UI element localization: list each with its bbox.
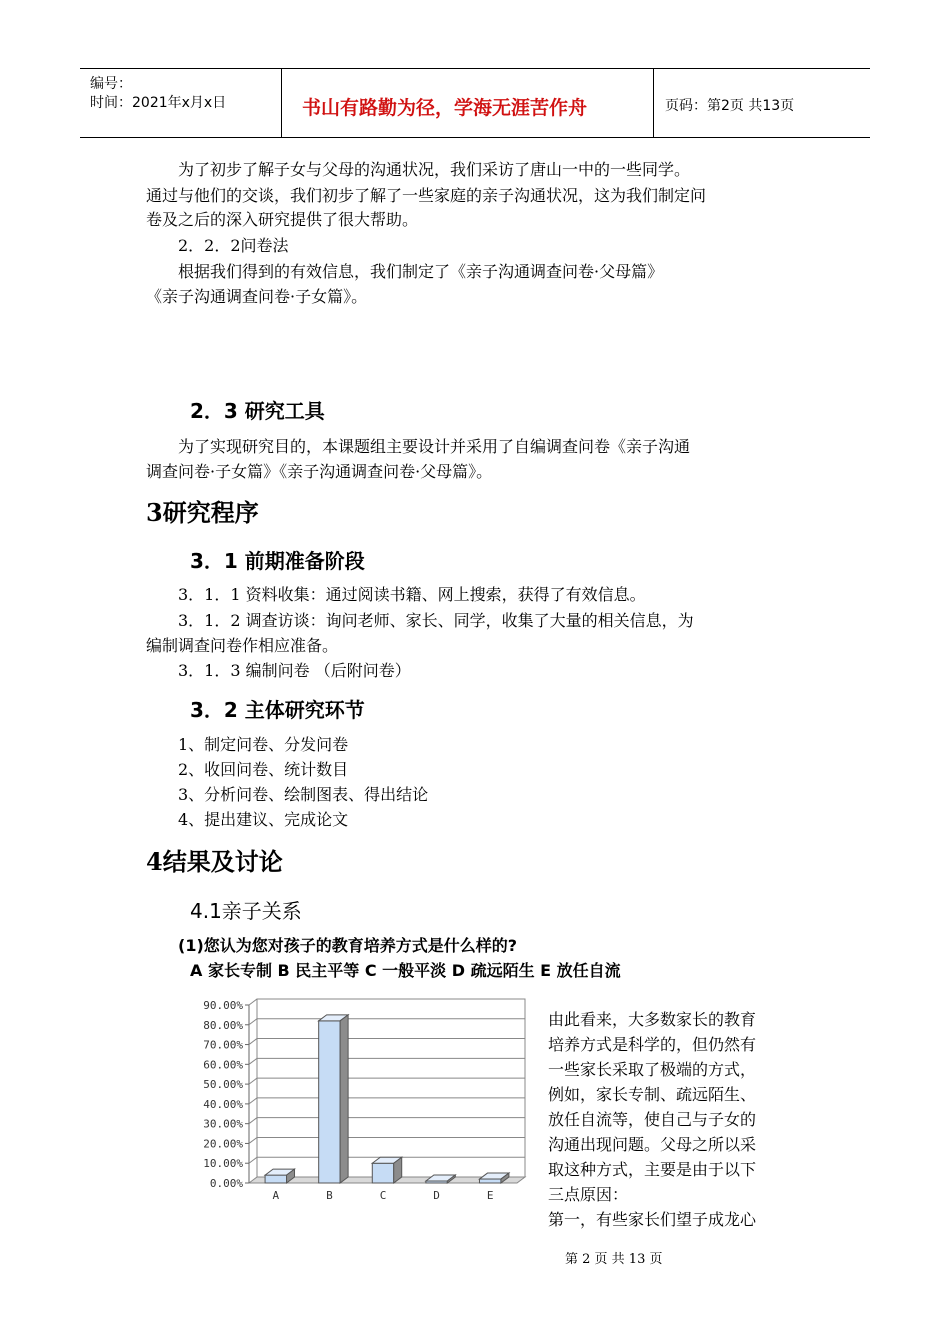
chart-y-tick-label: 80.00% [203,1018,243,1032]
chart-x-tick-label: E [486,1189,494,1202]
header-divider [281,69,282,137]
side-text-line: 例如，家长专制、疏远陌生、 [548,1085,757,1104]
chart-y-tick-label: 20.00% [203,1137,243,1151]
header-divider [653,69,654,137]
chart-x-tick-label: B [326,1189,333,1202]
step-item: 3、分析问卷、绘制图表、得出结论 [178,785,429,804]
paragraph-line: 根据我们得到的有效信息，我们制定了《亲子沟通调查问卷·父母篇》 [178,262,664,281]
chart-y-tick-label: 60.00% [203,1058,243,1072]
survey-options: A 家长专制 B 民主平等 C 一般平淡 D 疏远陌生 E 放任自流 [190,961,621,980]
side-text-line: 培养方式是科学的，但仍然有 [548,1035,757,1054]
step-item: 2、收回问卷、统计数目 [178,760,349,779]
chart-y-tick-label: 10.00% [203,1157,243,1171]
side-text-line: 一些家长采取了极端的方式， [548,1060,757,1079]
section-heading-3-1: 3．1 前期准备阶段 [190,549,365,573]
subsection-3-1-1: 3．1．1 资料收集：通过阅读书籍、网上搜索，获得了有效信息。 [178,585,646,604]
chart-grid [245,999,525,1183]
header-number-label: 编号： [90,76,132,92]
page-footer: 第 2 页 共 13 页 [565,1252,663,1267]
step-item: 1、制定问卷、分发问卷 [178,735,349,754]
section-heading-2-2-2: 2．2．2问卷法 [178,236,289,255]
section-heading-3-2: 3．2 主体研究环节 [190,698,365,722]
section-heading-2-3: 2．3 研究工具 [190,399,325,423]
chart-x-tick-label: A [272,1189,280,1202]
chart-bar [372,1163,393,1183]
side-text-line: 第一，有些家长们望子成龙心 [548,1210,757,1229]
subsection-3-1-2-cont: 编制调查问卷作相应准备。 [146,636,339,655]
header-page-label: 页码：第2页 共13页 [665,98,795,114]
chapter-heading-4: 4结果及讨论 [146,847,283,876]
paragraph-line: 调查问卷·子女篇》《亲子沟通调查问卷·父母篇》。 [146,462,493,481]
header-motto: 书山有路勤为径，学海无涯苦作舟 [302,97,588,119]
chart-x-ticks [272,1189,493,1202]
side-text-line: 由此看来，大多数家长的教育 [548,1010,757,1029]
chart-y-ticks [203,999,243,1190]
chapter-heading-3: 3研究程序 [146,498,259,527]
bar-chart [185,995,535,1207]
section-heading-4-1: 4.1亲子关系 [190,899,302,923]
chart-y-tick-label: 50.00% [203,1078,243,1092]
side-text-line: 放任自流等，使自己与子女的 [548,1110,757,1129]
step-item: 4、提出建议、完成论文 [178,810,349,829]
chart-back-wall [257,999,525,1177]
chart-y-tick-label: 90.00% [203,999,243,1012]
subsection-3-1-2: 3．1．2 调查访谈：询问老师、家长、同学，收集了大量的相关信息，为 [178,611,694,630]
chart-bar [479,1179,500,1183]
subsection-3-1-3: 3．1．3 编制问卷 （后附问卷） [178,661,411,680]
paragraph-line: 为了初步了解子女与父母的沟通状况，我们采访了唐山一中的一些同学。 [178,160,691,179]
chart-y-tick-label: 0.00% [209,1177,243,1190]
side-text-line: 三点原因： [548,1185,629,1204]
survey-question: (1)您认为您对孩子的教育培养方式是什么样的? [178,936,518,955]
paragraph-line: 通过与他们的交谈，我们初步了解了一些家庭的亲子沟通状况，这为我们制定问 [146,186,707,205]
chart-y-tick-label: 30.00% [203,1117,243,1131]
chart-bar [319,1021,340,1183]
page-header [80,68,870,138]
chart-bar-side [340,1015,348,1183]
paragraph-line: 卷及之后的深入研究提供了很大帮助。 [146,210,419,229]
paragraph-line: 《亲子沟通调查问卷·子女篇》。 [146,287,368,306]
chart-bar [265,1175,286,1183]
header-time-label: 时间：2021年x月x日 [90,95,227,111]
paragraph-line: 为了实现研究目的，本课题组主要设计并采用了自编调查问卷《亲子沟通 [178,437,691,456]
chart-y-tick-label: 70.00% [203,1038,243,1052]
chart-x-tick-label: D [433,1189,440,1202]
side-text-line: 沟通出现问题。父母之所以采 [548,1135,757,1154]
side-text-line: 取这种方式，主要是由于以下 [548,1160,757,1179]
chart-x-tick-label: C [379,1189,387,1202]
chart-y-tick-label: 40.00% [203,1097,243,1111]
